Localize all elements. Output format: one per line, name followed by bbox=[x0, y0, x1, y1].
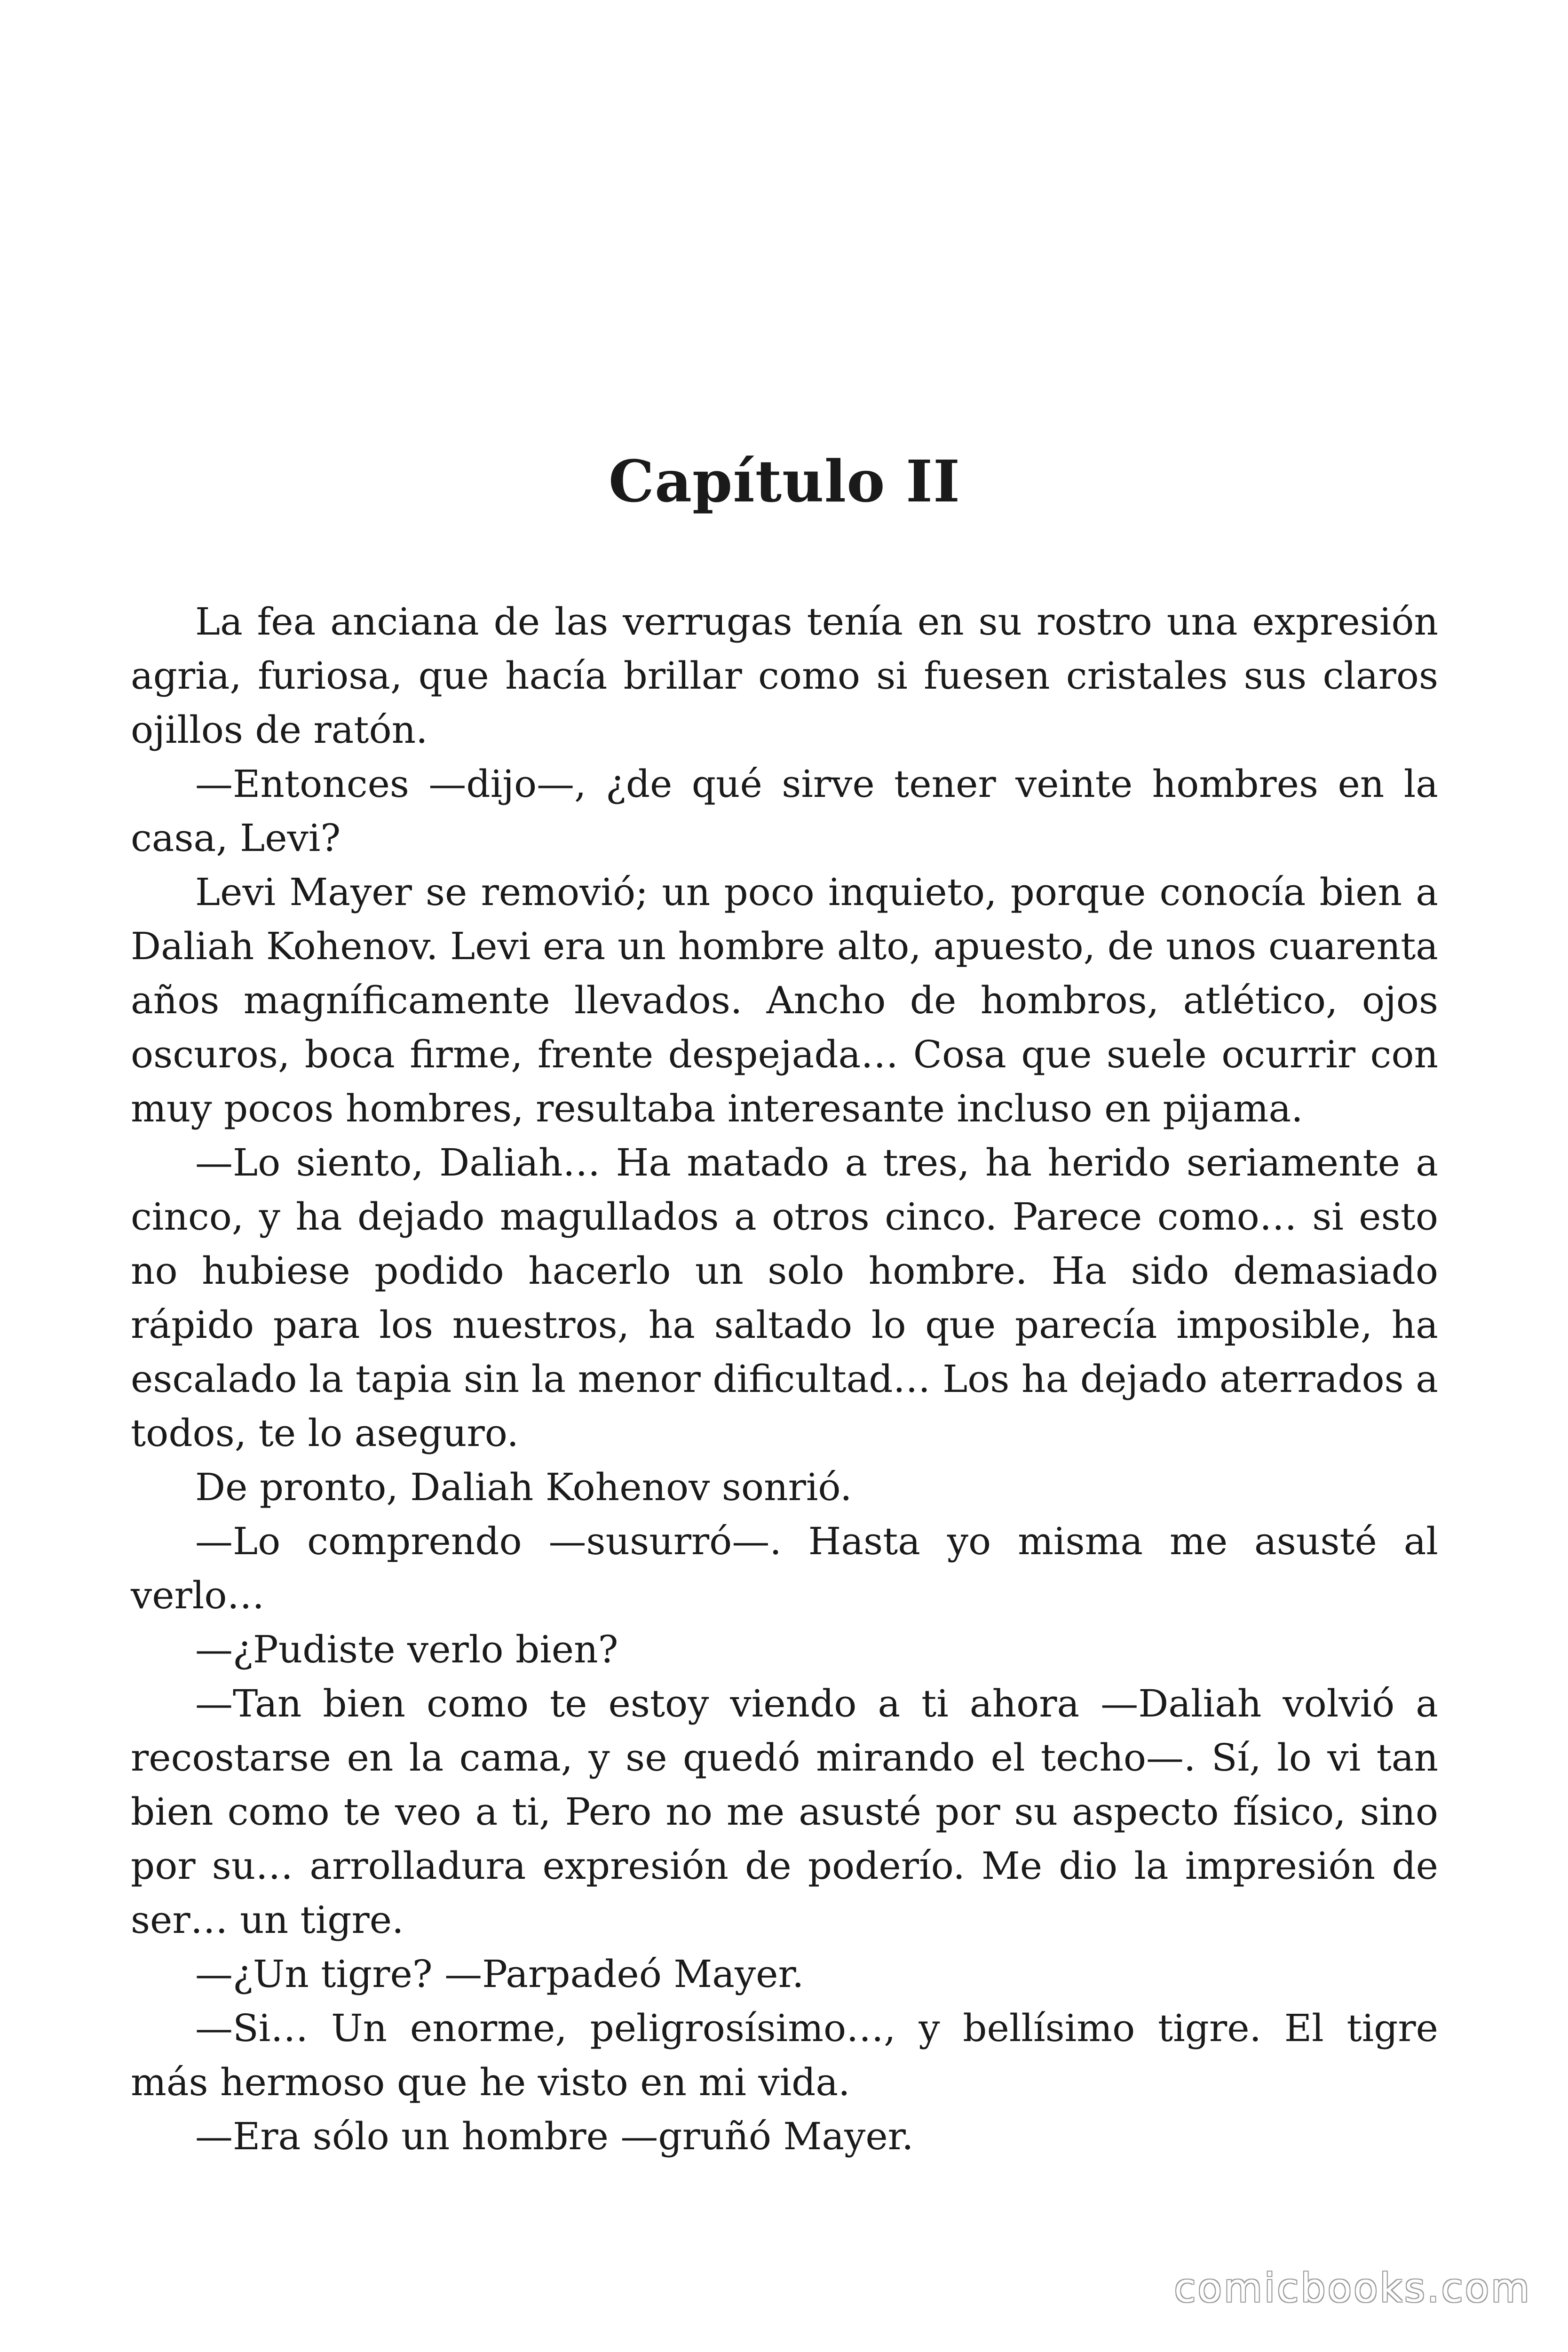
paragraph: —Era sólo un hombre —gruñó Mayer. bbox=[195, 2114, 914, 2158]
paragraph: —Lo siento, Daliah… Ha matado a tres, ha herido seriamente a cinco, y ha dejado magullados a otros cinco. Parece como… si esto no hubiese podido hacerlo un solo hombre. Ha sido demasiado rápido para los nuestros, ha saltado lo que parecía imposible, ha escalado la tapia sin la menor dificultad… Los ha dejado aterrados a todos, te lo aseguro. bbox=[131, 1141, 1438, 1455]
paragraph: —Si… Un enorme, peligrosísimo…, y bellísimo tigre. El tigre más hermoso que he visto en mi vida. bbox=[131, 2006, 1438, 2104]
paragraph: —¿Un tigre? —Parpadeó Mayer. bbox=[195, 1952, 804, 1996]
book-page bbox=[131, 0, 1438, 2352]
paragraph: —Tan bien como te estoy viendo a ti ahora —Daliah volvió a recostarse en la cama, y se quedó mirando el techo—. Sí, lo vi tan bien como te veo a ti, Pero no me asusté por su aspecto físico, sino por su… arrolladura expresión de poderío. Me dio la impresión de ser… un tigre. bbox=[131, 1682, 1438, 1942]
paragraph: —Lo comprendo —susurró—. Hasta yo misma me asusté al verlo… bbox=[131, 1519, 1438, 1617]
watermark: comicbooks.com bbox=[1174, 2265, 1531, 2311]
paragraph: —¿Pudiste verlo bien? bbox=[195, 1628, 618, 1671]
chapter-title: Capítulo II bbox=[608, 447, 961, 515]
chapter-body bbox=[131, 595, 1438, 2163]
paragraph: De pronto, Daliah Kohenov sonrió. bbox=[195, 1465, 852, 1509]
paragraph: La fea anciana de las verrugas tenía en su rostro una expresión agria, furiosa, que hacía brillar como si fuesen cristales sus claros ojillos de ratón. bbox=[131, 600, 1438, 752]
paragraph: —Entonces —dijo—, ¿de qué sirve tener veinte hombres en la casa, Levi? bbox=[131, 762, 1438, 860]
paragraph: Levi Mayer se removió; un poco inquieto, porque conocía bien a Daliah Kohenov. Levi era un hombre alto, apuesto, de unos cuarenta años magníficamente llevados. Ancho de hombros, atlético, ojos oscuros, boca firme, frente despejada… Cosa que suele ocurrir con muy pocos hombres, resultaba interesante incluso en pijama. bbox=[131, 870, 1438, 1130]
